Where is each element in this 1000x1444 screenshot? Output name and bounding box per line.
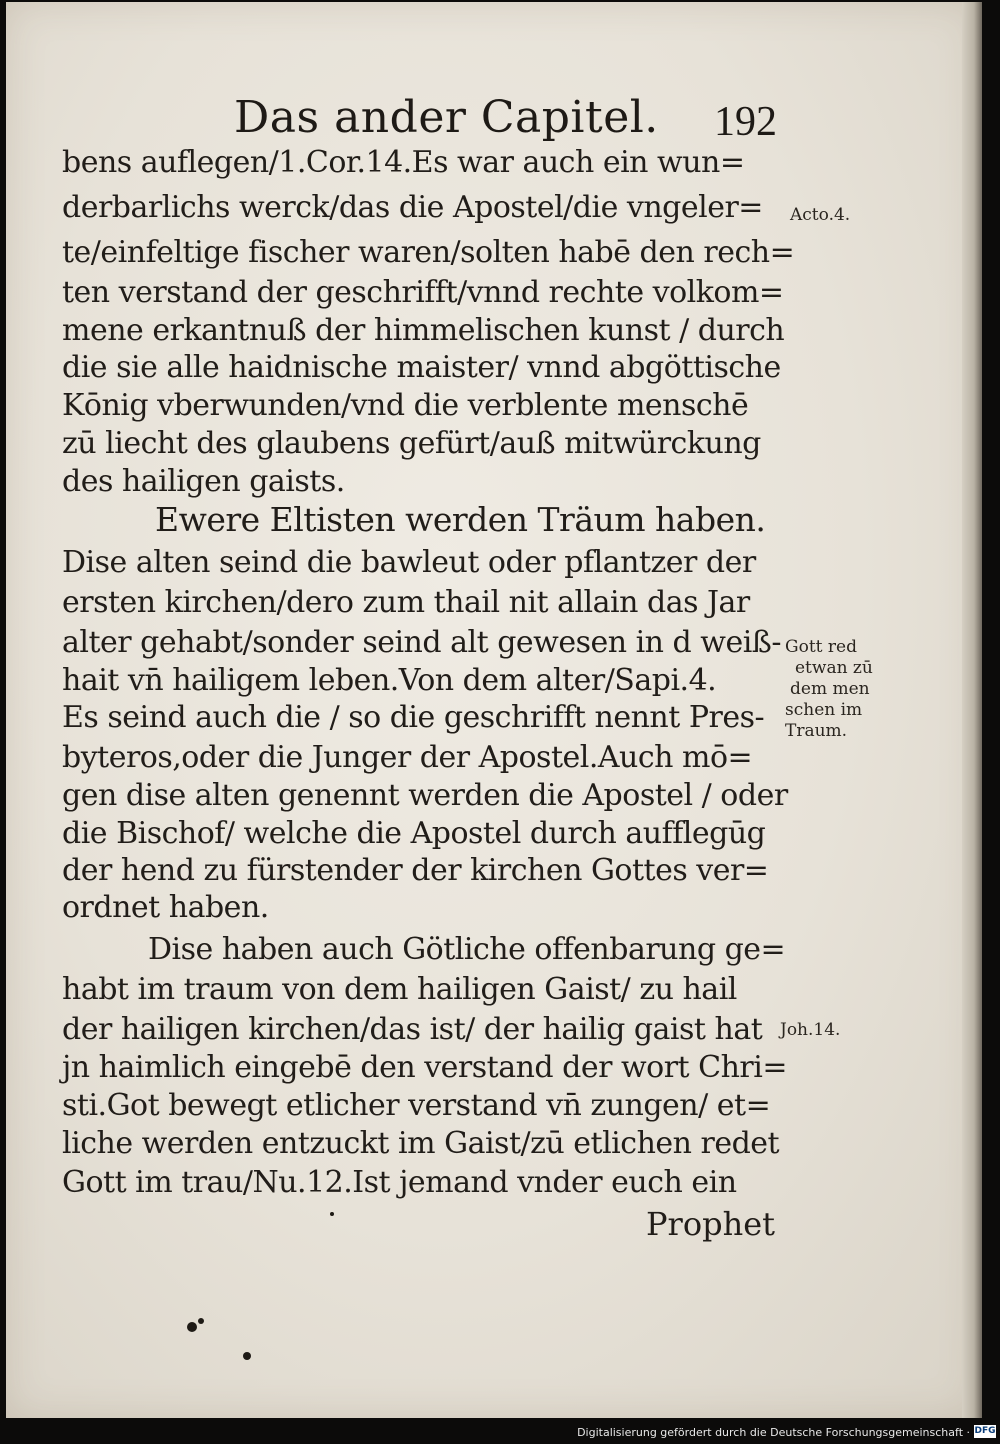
text-line: hait vn̄ hailigem leben.Von dem alter/Sapi.4.: [62, 663, 717, 698]
text-line: ten verstand der geschrifft/vnnd rechte volkom=: [62, 275, 784, 310]
text-line: Kōnig vberwunden/vnd die verblente menschē: [62, 388, 749, 423]
ink-spot: [187, 1322, 197, 1332]
text-line: die Bischof/ welche die Apostel durch aufflegūg: [62, 816, 766, 851]
text-line: habt im traum von dem hailigen Gaist/ zu hail: [62, 972, 737, 1007]
text-line: Dise haben auch Götliche offenbarung ge=: [148, 932, 786, 967]
text-line: sti.Got bewegt etlicher verstand vn̄ zungen/ et=: [62, 1088, 771, 1123]
text-line: liche werden entzuckt im Gaist/zū etlichen redet: [62, 1126, 780, 1161]
marginal-note: schen im: [785, 700, 863, 720]
text-line: derbarlichs werck/das die Apostel/die vngeler=: [62, 190, 763, 225]
dfg-logo: DFG: [974, 1426, 996, 1436]
text-line: bens auflegen/1.Cor.14.Es war auch ein wun=: [62, 145, 745, 180]
text-line: Es seind auch die / so die geschrifft nennt Pres-: [62, 700, 765, 735]
text-line: ordnet haben.: [62, 890, 269, 925]
text-line: mene erkantnuß der himmelischen kunst / durch: [62, 313, 785, 348]
text-line: byteros,oder die Junger der Apostel.Auch mō=: [62, 740, 753, 775]
text-line: jn haimlich eingebē den verstand der wort Chri=: [62, 1050, 787, 1085]
marginal-note: Acto.4.: [790, 205, 851, 225]
text-line: ersten kirchen/dero zum thail nit allain das Jar: [62, 585, 750, 620]
footer-credit: Digitalisierung gefördert durch die Deutsche Forschungsgemeinschaft ·: [577, 1426, 970, 1439]
marginal-note: dem men: [790, 679, 870, 699]
ink-spot: [198, 1318, 204, 1324]
marginal-note: etwan zū: [795, 658, 873, 678]
marginal-note: Gott red: [785, 637, 857, 657]
text-line: Gott im trau/Nu.12.Ist jemand vnder euch ein: [62, 1165, 737, 1200]
text-line: te/einfeltige fischer waren/solten habē den rech=: [62, 235, 795, 270]
catchword: Prophet: [646, 1205, 775, 1243]
page-edge: [962, 2, 982, 1418]
text-line: gen dise alten genennt werden die Apostel / oder: [62, 778, 788, 813]
ink-spot: [330, 1212, 334, 1216]
text-line: die sie alle haidnische maister/ vnnd abgöttische: [62, 350, 781, 385]
text-line: zū liecht des glaubens gefürt/auß mitwürckung: [62, 426, 761, 461]
marginal-note: Joh.14.: [780, 1020, 841, 1040]
page-number: 192: [714, 99, 777, 145]
marginal-note: Traum.: [785, 721, 848, 741]
text-line: alter gehabt/sonder seind alt gewesen in d weiß-: [62, 625, 781, 660]
text-line: der hailigen kirchen/das ist/ der hailig gaist hat: [62, 1012, 763, 1047]
text-line: der hend zu fürstender der kirchen Gottes ver=: [62, 853, 769, 888]
section-heading: Ewere Eltisten werden Träum haben.: [155, 500, 766, 539]
text-line: Dise alten seind die bawleut oder pflantzer der: [62, 545, 756, 580]
text-line: des hailigen gaists.: [62, 464, 345, 499]
ink-spot: [243, 1352, 251, 1360]
running-title: Das ander Capitel.: [234, 92, 659, 143]
